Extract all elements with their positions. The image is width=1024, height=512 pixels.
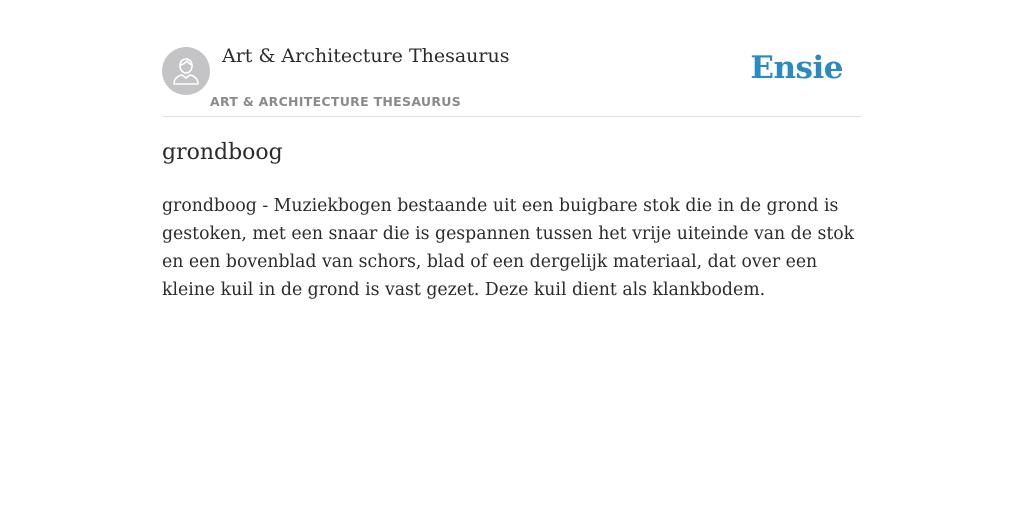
author-name[interactable]: Art & Architecture Thesaurus: [222, 45, 510, 67]
user-icon: [172, 56, 200, 86]
brand-logo[interactable]: Ensie: [750, 50, 843, 86]
author-source[interactable]: ART & ARCHITECTURE THESAURUS: [210, 94, 462, 109]
term-title: grondboog: [162, 140, 283, 165]
term-definition: grondboog - Muziekbogen bestaande uit een buigbare stok die in de grond is gestoken, met een snaar die is gespannen tussen het vrije uiteinde van de stok en een bovenblad van schors, blad of een dergelijk materiaal, dat over een kleine kuil in de grond is vast gezet. Deze kuil dient als klankbodem.: [162, 196, 855, 300]
entry-header: [162, 0, 862, 117]
avatar[interactable]: [162, 47, 210, 95]
